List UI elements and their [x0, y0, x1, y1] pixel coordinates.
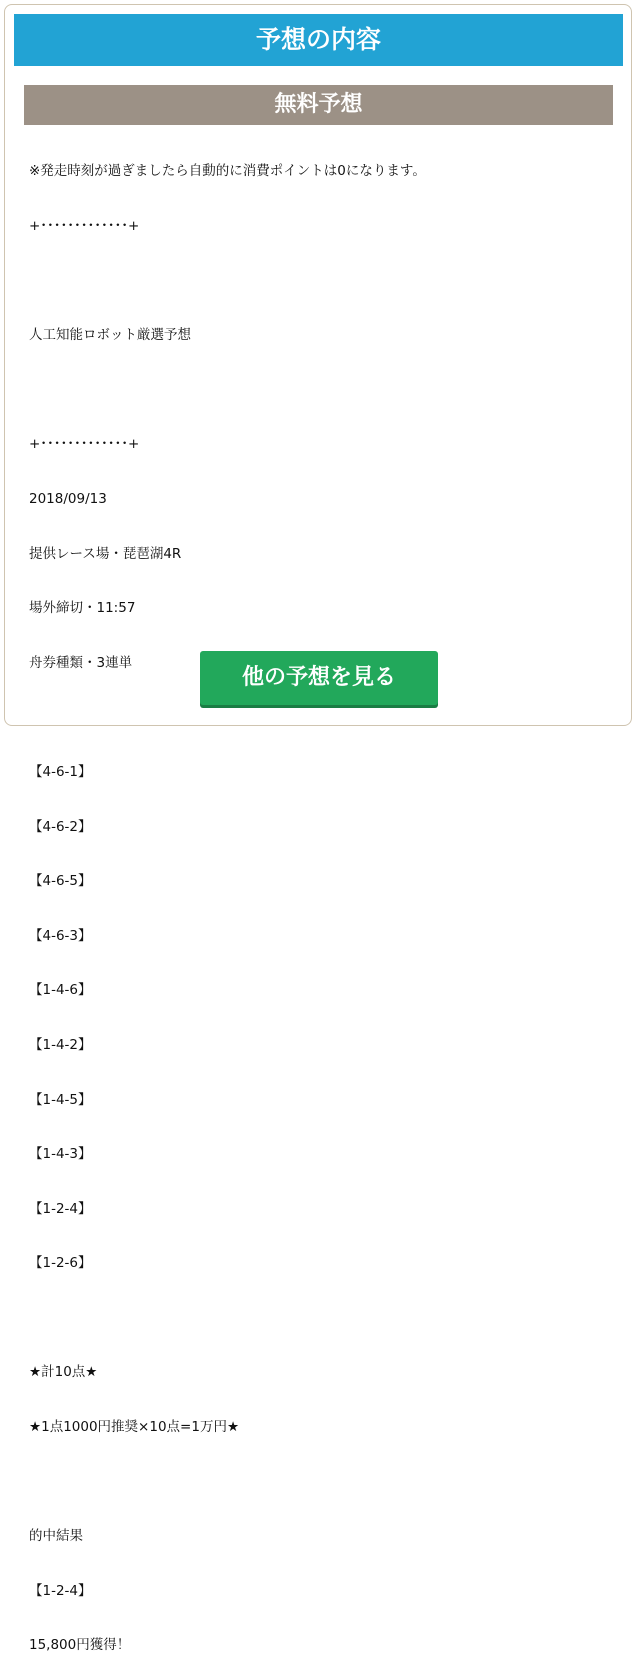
pick-item: 【1-4-6】	[29, 982, 92, 999]
payout-text: 15,800円獲得！	[29, 1637, 131, 1654]
pick-item: 【1-4-2】	[29, 1036, 92, 1053]
page-title: 予想の内容	[14, 14, 623, 66]
section-title: 無料予想	[24, 85, 613, 125]
plan-name: 人工知能ロボット厳選予想	[29, 327, 191, 344]
blank-line	[29, 381, 619, 399]
pick-item: 【1-4-3】	[29, 1146, 92, 1163]
see-other-predictions-button[interactable]: 他の予想を見る	[200, 651, 438, 705]
bet-type: 舟券種類・3連単	[29, 654, 133, 671]
pick-item: 【1-2-4】	[29, 1200, 92, 1217]
pick-item: 【4-6-5】	[29, 873, 92, 890]
blank-line	[29, 272, 619, 290]
pick-item: 【4-6-3】	[29, 927, 92, 944]
total-points: ★計10点★	[29, 1364, 98, 1381]
divider-bottom: +･････････････+	[29, 436, 140, 453]
pick-item: 【1-4-5】	[29, 1091, 92, 1108]
blank-line	[29, 1309, 619, 1327]
pick-item: 【1-2-6】	[29, 1255, 92, 1272]
blank-line	[29, 708, 619, 726]
race-date: 2018/09/13	[29, 490, 107, 507]
notice-text: ※発走時刻が過ぎましたら自動的に消費ポイントは0になります。	[29, 163, 426, 180]
result-pick: 【1-2-4】	[29, 1582, 92, 1599]
race-venue: 提供レース場・琵琶湖4R	[29, 545, 182, 562]
prediction-content	[29, 126, 619, 1673]
result-label: 的中結果	[29, 1528, 83, 1545]
pick-item: 【4-6-2】	[29, 818, 92, 835]
recommend-text: ★1点1000円推奨×10点=1万円★	[29, 1419, 240, 1436]
divider-top: +･････････････+	[29, 218, 140, 234]
race-deadline: 場外締切・11:57	[29, 600, 136, 617]
blank-line	[29, 1473, 619, 1491]
pick-item: 【4-6-1】	[29, 763, 92, 780]
